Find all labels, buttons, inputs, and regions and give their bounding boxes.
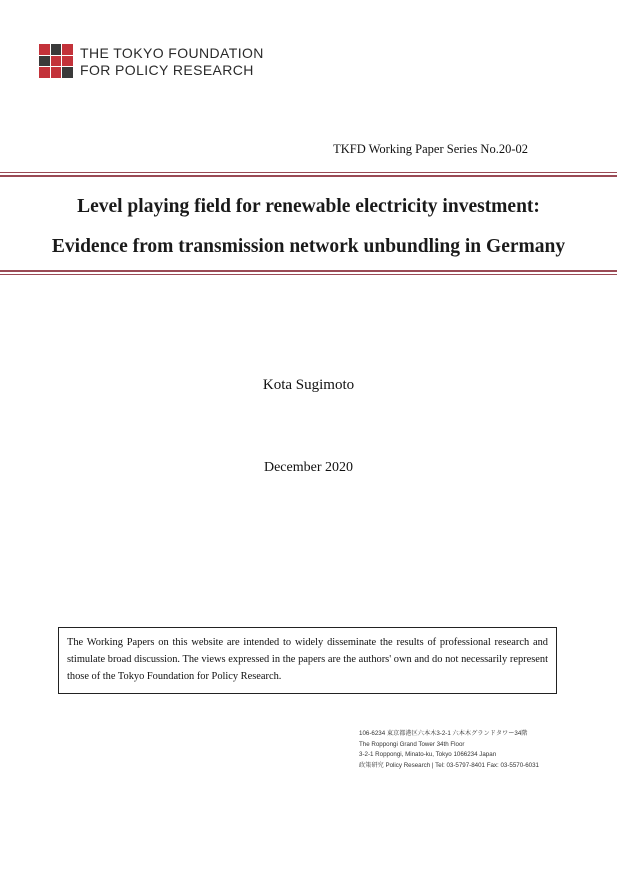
title-line2: Evidence from transmission network unbundling in Germany: [51, 236, 566, 257]
address-block: [359, 729, 539, 771]
org-name-line1: THE TOKYO FOUNDATION: [80, 45, 264, 61]
disclaimer-box: The Working Papers on this website are intended to widely disseminate the results of professional research and stimulate broad discussion. The views expressed in the papers are the authors' own and do not necessarily represent those of the Tokyo Foundation for Policy Research.: [58, 627, 557, 694]
organization-name: [80, 45, 264, 79]
bottom-rule: [0, 270, 617, 275]
top-rule: [0, 172, 617, 177]
series-number: TKFD Working Paper Series No.20-02: [333, 142, 528, 156]
title-line1: Level playing field for renewable electricity investment:: [77, 196, 540, 217]
author-name: Kota Sugimoto: [262, 377, 355, 393]
address-line3: 3-2-1 Roppongi, Minato-ku, Tokyo 1066234 Japan: [359, 751, 497, 758]
foundation-logo-icon: [39, 44, 73, 78]
publication-date: December 2020: [263, 460, 354, 475]
address-line4: 政策研究 Policy Research | Tel: 03-5797-8401 Fax: 03-5570-6031: [359, 761, 539, 769]
org-name-line2: FOR POLICY RESEARCH: [80, 62, 254, 78]
address-line2: The Roppongi Grand Tower 34th Floor: [359, 740, 465, 748]
address-line1: 106-6234 東京都港区六本木3-2-1 六本木グランドタワー34階: [359, 730, 528, 737]
